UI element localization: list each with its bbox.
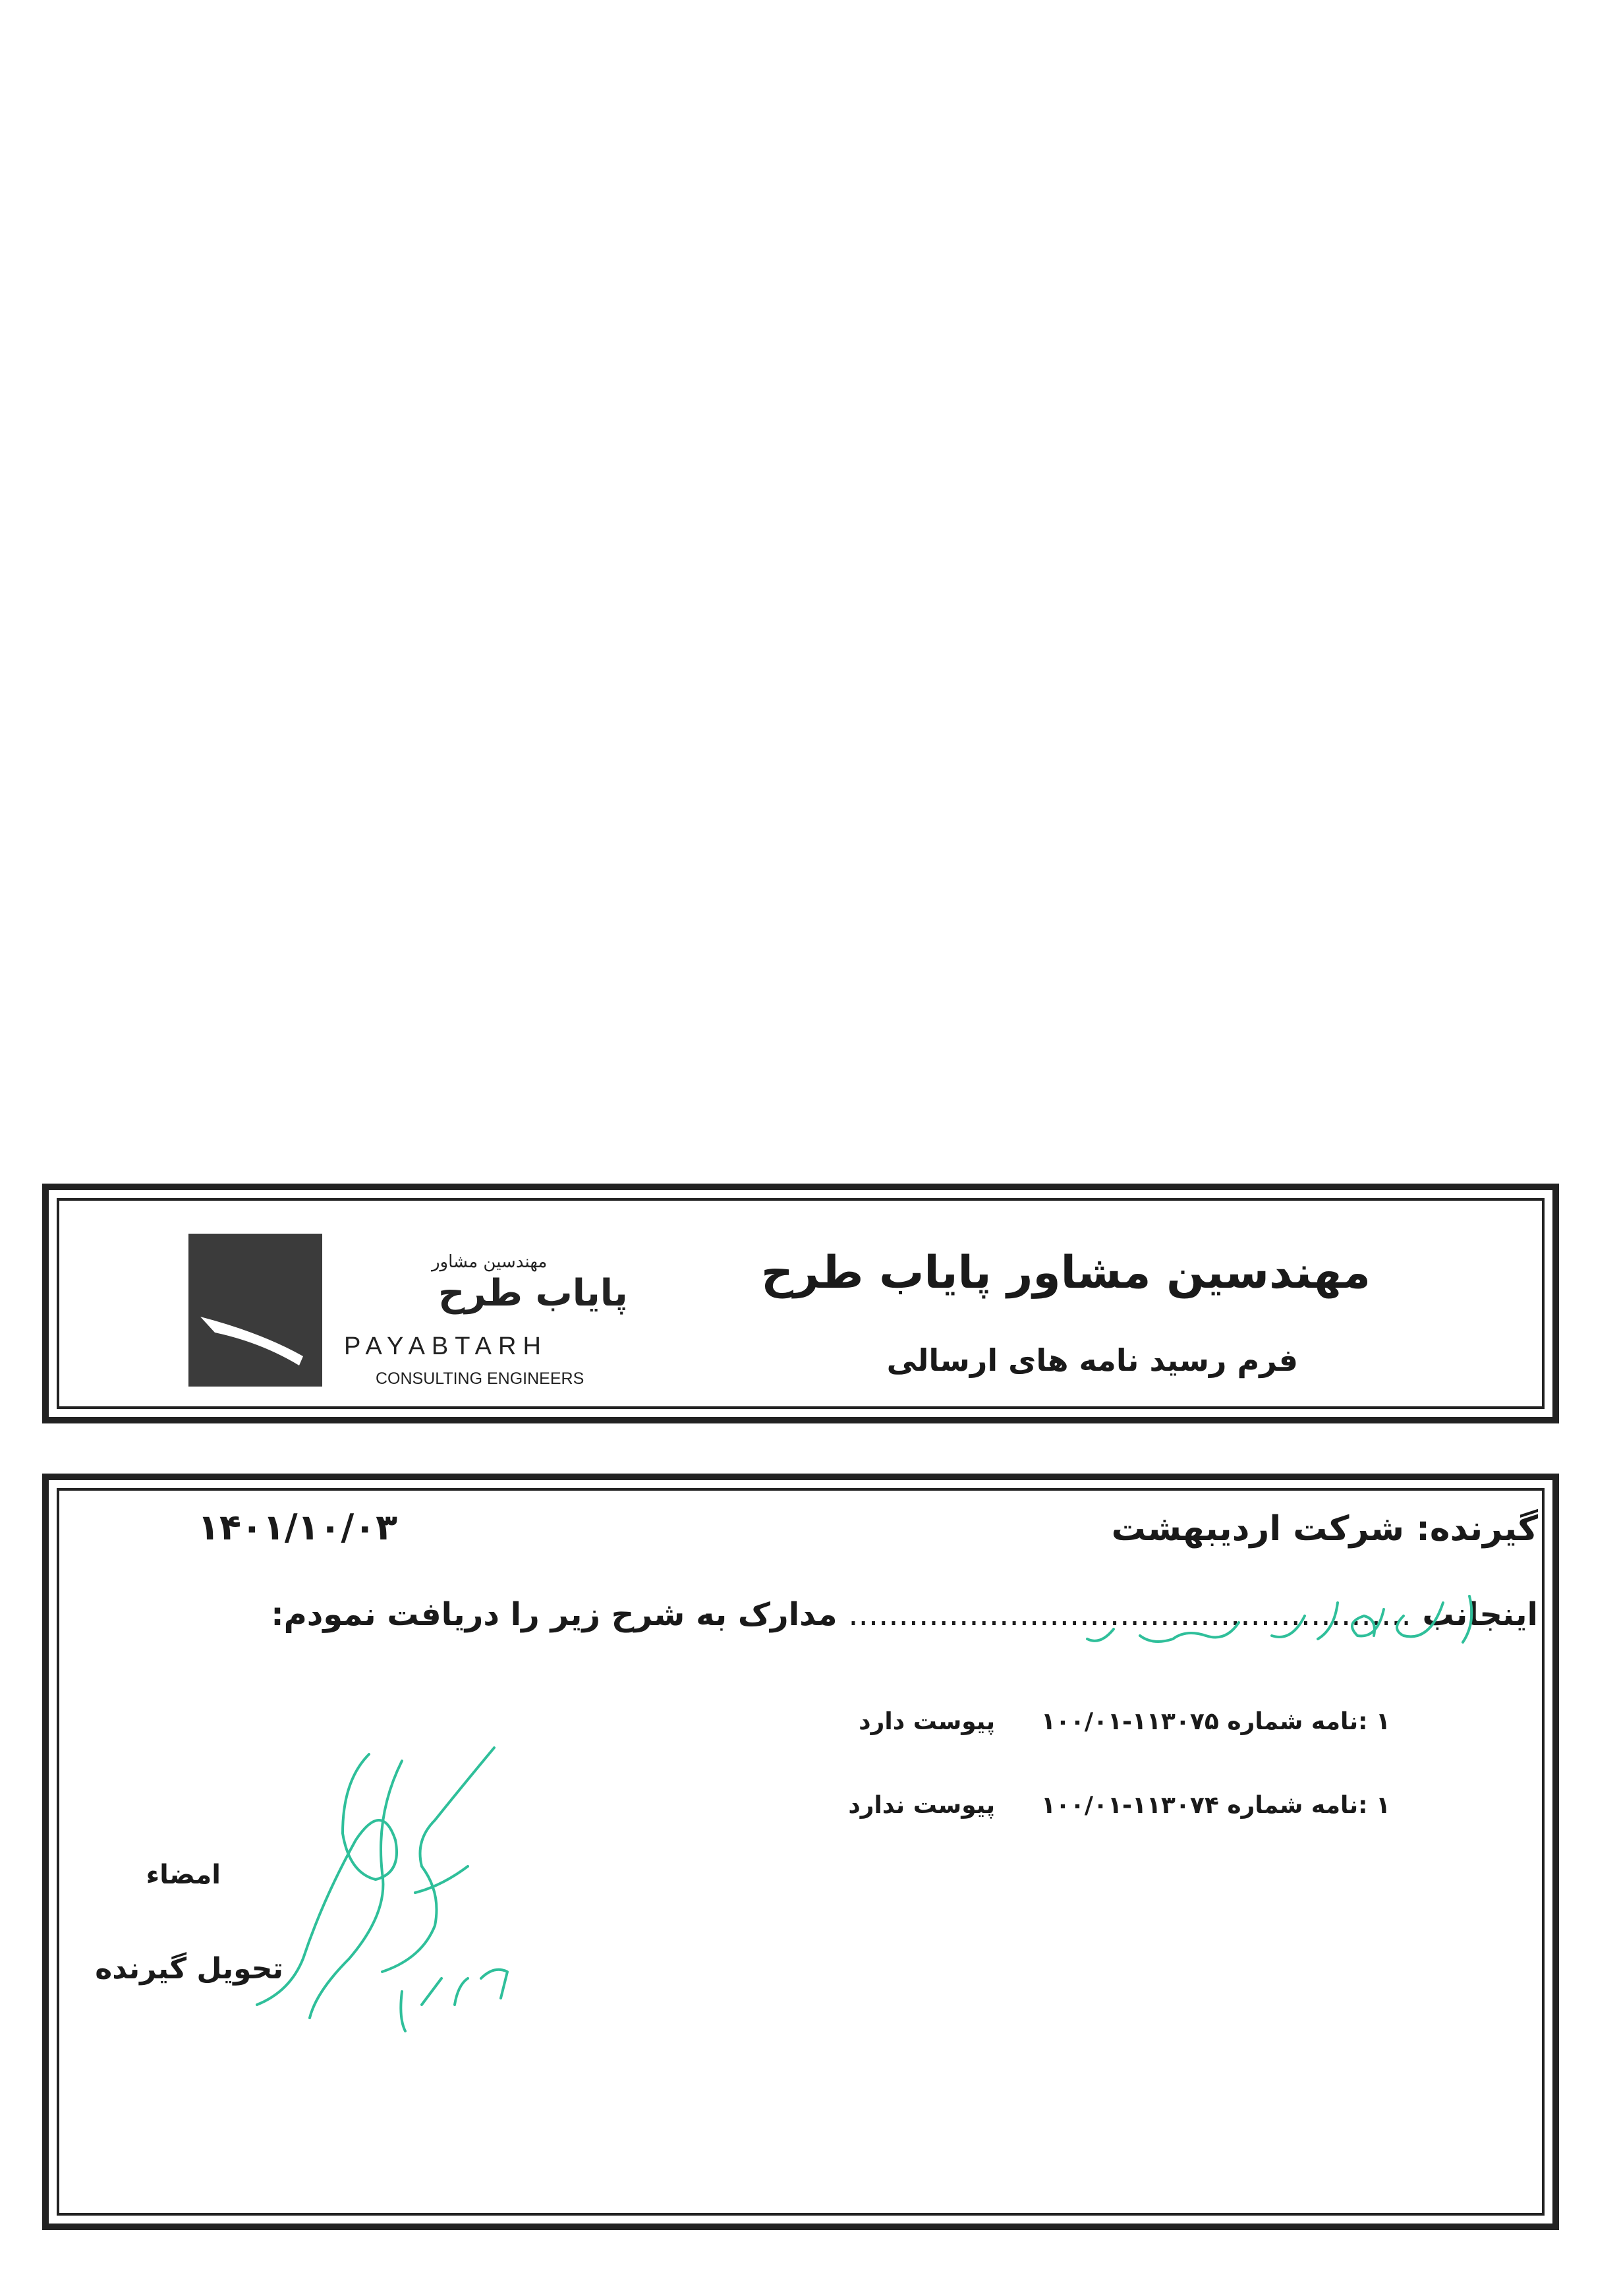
logo-wordmark-fa: پایاب طرح <box>438 1272 628 1315</box>
ack-prefix: اینجانب <box>1422 1596 1538 1633</box>
logo-wordmark-en: PAYABTARH <box>344 1333 548 1360</box>
header-box <box>42 1184 1559 1423</box>
header-inner-frame <box>57 1198 1545 1409</box>
logo-wordmark-fa-small: مهندسین مشاور <box>432 1252 548 1272</box>
attachment-status: پیوست ندارد <box>848 1792 995 1819</box>
logo-mark-icon <box>188 1234 322 1387</box>
signature-label: امضاء <box>146 1860 221 1890</box>
ack-suffix: مدارک به شرح زیر را دریافت نمودم: <box>271 1596 838 1633</box>
ack-dots: ........................................................ <box>848 1596 1411 1633</box>
form-title: فرم رسید نامه های ارسالی <box>886 1342 1298 1378</box>
list-item: ۱ :نامه شماره ۱۱۳۰۷۵-۱۰۰/۰۱ <box>1041 1708 1390 1735</box>
handwritten-name-icon <box>1074 1583 1496 1662</box>
handwritten-signature-icon <box>244 1741 613 2044</box>
date-text: ۱۴۰۱/۱۰/۰۳ <box>198 1507 398 1548</box>
list-item: ۱ :نامه شماره ۱۱۳۰۷۴-۱۰۰/۰۱ <box>1041 1792 1390 1819</box>
body-inner-frame <box>57 1488 1545 2216</box>
body-box <box>42 1474 1559 2230</box>
logo-tagline: CONSULTING ENGINEERS <box>376 1369 584 1388</box>
attachment-status: پیوست دارد <box>859 1708 995 1735</box>
company-title: مهندسین مشاور پایاب طرح <box>761 1247 1371 1299</box>
recipient-line: گیرنده: شرکت اردیبهشت <box>1111 1509 1538 1549</box>
receiver-label: تحویل گیرنده <box>95 1952 283 1986</box>
